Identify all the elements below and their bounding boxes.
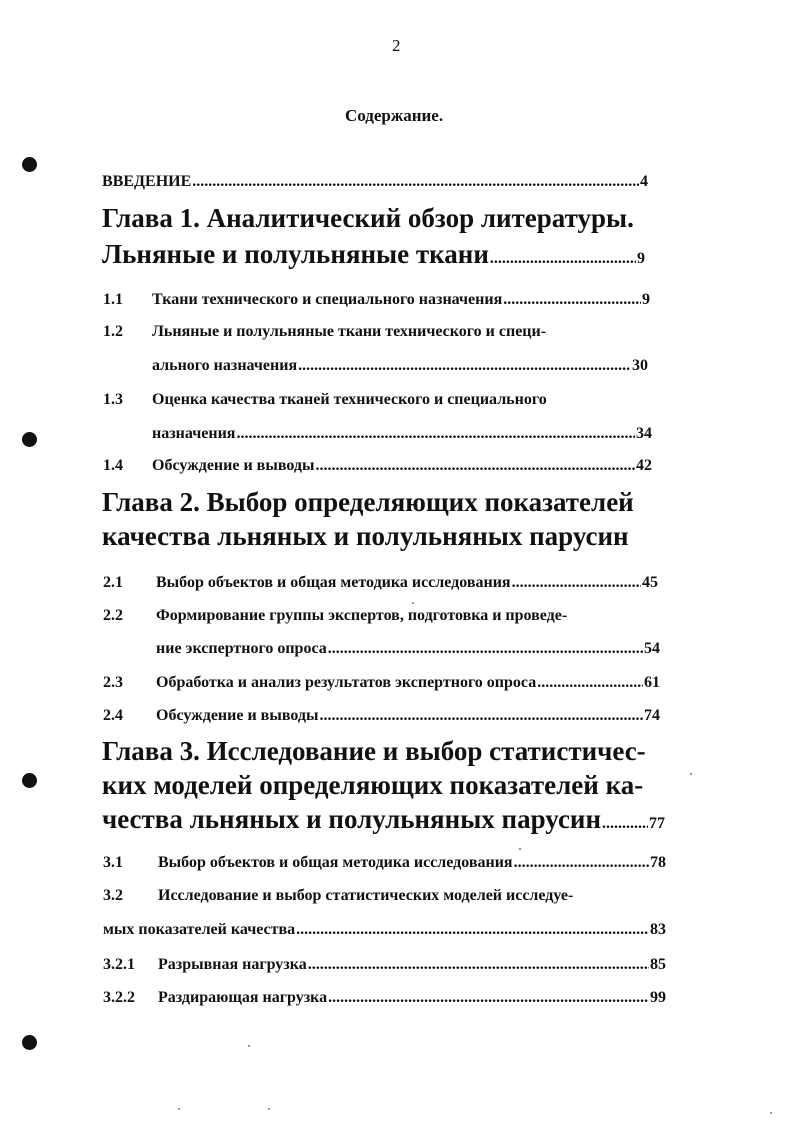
scan-speck <box>178 1108 180 1110</box>
scan-speck <box>519 848 521 850</box>
toc-entry-page: 85 <box>650 956 666 973</box>
toc-entry-3-2-line-1[interactable]: Исследование и выбор статистических моделей исследуе- <box>158 887 574 904</box>
toc-entry-page: 61 <box>644 674 660 691</box>
page-number: 2 <box>392 36 401 55</box>
toc-entry-page: 83 <box>650 921 666 938</box>
dot-leader <box>328 639 643 659</box>
chapter-3-heading-line-3[interactable] <box>102 802 665 841</box>
toc-entry-text: назначения <box>152 425 236 442</box>
toc-entry-text: Выбор объектов и общая методика исследования <box>156 574 511 591</box>
toc-entry-2-2-line-2[interactable] <box>156 639 660 659</box>
toc-entry-num: 2.4 <box>103 707 123 724</box>
toc-entry-text: ВВЕДЕНИЕ <box>102 173 192 190</box>
toc-entry-2-2-line-1[interactable]: Формирование группы экспертов, подготовка и проведе- <box>156 607 568 624</box>
toc-entry-num: 3.2.1 <box>103 956 135 973</box>
dot-leader <box>514 853 649 873</box>
toc-entry-1-3-line-1[interactable]: Оценка качества тканей технического и специального <box>152 391 547 408</box>
toc-entry-num: 2.1 <box>103 574 123 591</box>
dot-leader <box>328 988 649 1008</box>
toc-entry-num: 2.2 <box>103 607 123 624</box>
toc-entry-3-1[interactable] <box>158 853 666 873</box>
toc-entry-page: 42 <box>636 457 652 474</box>
dot-leader <box>296 920 649 940</box>
toc-entry-text: Обработка и анализ результатов экспертного опроса <box>156 674 537 691</box>
dot-leader <box>537 673 643 693</box>
scan-speck <box>690 773 692 775</box>
toc-entry-1-3-line-2[interactable] <box>152 424 652 444</box>
toc-entry-3-2-2[interactable] <box>158 988 666 1008</box>
toc-entry-page: 34 <box>636 425 652 442</box>
toc-entry-3-2-line-2[interactable] <box>103 920 666 940</box>
toc-entry-num: 3.2.2 <box>103 989 135 1006</box>
toc-entry-text: Разрывная нагрузка <box>158 956 307 973</box>
binder-hole-1 <box>22 157 37 172</box>
toc-entry-1-4[interactable] <box>152 456 652 476</box>
dot-leader <box>308 955 649 975</box>
toc-entry-intro[interactable] <box>102 172 648 192</box>
binder-hole-3 <box>22 773 37 788</box>
chapter-2-heading-line-2[interactable]: качества льняных и полульняных парусин <box>102 521 629 551</box>
dot-leader <box>298 356 631 376</box>
dot-leader <box>503 290 641 310</box>
toc-entry-3-2-1[interactable] <box>158 955 666 975</box>
chapter-page: 77 <box>649 815 665 832</box>
toc-entry-page: 74 <box>644 707 660 724</box>
toc-entry-1-2-line-1[interactable]: Льняные и полульняные ткани технического и специ- <box>152 323 547 340</box>
toc-entry-num: 1.3 <box>103 391 123 408</box>
dot-leader <box>315 456 635 476</box>
dot-leader <box>512 573 641 593</box>
toc-entry-page: 78 <box>650 854 666 871</box>
scan-speck <box>268 1108 270 1110</box>
toc-entry-1-1[interactable] <box>152 290 650 310</box>
toc-entry-num: 2.3 <box>103 674 123 691</box>
dot-leader <box>192 172 639 192</box>
toc-entry-text: ние экспертного опроса <box>156 640 327 657</box>
dot-leader <box>319 706 643 726</box>
chapter-heading-text: Льняные и полульняные ткани <box>102 239 489 269</box>
chapter-1-heading-line-2[interactable] <box>102 237 645 276</box>
toc-entry-page: 54 <box>644 640 660 657</box>
toc-entry-2-3[interactable] <box>156 673 660 693</box>
binder-hole-4 <box>22 1035 37 1050</box>
dot-leader <box>236 424 635 444</box>
toc-entry-num: 3.1 <box>103 854 123 871</box>
toc-entry-page: 99 <box>650 989 666 1006</box>
chapter-3-heading-line-1[interactable]: Глава 3. Исследование и выбор статистичес- <box>102 736 646 766</box>
chapter-1-heading-line-1[interactable]: Глава 1. Аналитический обзор литературы. <box>102 203 634 233</box>
toc-entry-num: 3.2 <box>103 887 123 904</box>
toc-entry-num: 1.4 <box>103 457 123 474</box>
scan-speck <box>412 602 414 604</box>
dot-leader <box>602 807 648 841</box>
toc-entry-2-1[interactable] <box>156 573 658 593</box>
toc-entry-text: Ткани технического и специального назначения <box>152 291 503 308</box>
chapter-3-heading-line-2[interactable]: ких моделей определяющих показателей ка- <box>102 770 644 800</box>
toc-entry-page: 30 <box>632 357 648 374</box>
toc-entry-1-2-line-2[interactable] <box>152 356 648 376</box>
chapter-page: 9 <box>637 250 645 267</box>
scan-speck <box>770 1112 772 1114</box>
toc-entry-num: 1.1 <box>103 291 123 308</box>
chapter-heading-text: чества льняных и полульняных парусин <box>102 804 602 834</box>
dot-leader <box>490 242 636 276</box>
scan-speck <box>248 1045 250 1047</box>
toc-title: Содержание. <box>345 106 444 125</box>
binder-hole-2 <box>22 432 37 447</box>
chapter-2-heading-line-1[interactable]: Глава 2. Выбор определяющих показателей <box>102 487 634 517</box>
toc-entry-2-4[interactable] <box>156 706 660 726</box>
toc-entry-text: мых показателей качества <box>103 921 296 938</box>
toc-entry-text: Выбор объектов и общая методика исследования <box>158 854 513 871</box>
toc-entry-page: 9 <box>642 291 650 308</box>
toc-entry-page: 45 <box>642 574 658 591</box>
toc-entry-page: 4 <box>640 173 648 190</box>
toc-entry-text: Раздирающая нагрузка <box>158 989 328 1006</box>
toc-entry-num: 1.2 <box>103 323 123 340</box>
toc-entry-text: ального назначения <box>152 357 298 374</box>
toc-entry-text: Обсуждение и выводы <box>152 457 315 474</box>
toc-entry-text: Обсуждение и выводы <box>156 707 319 724</box>
